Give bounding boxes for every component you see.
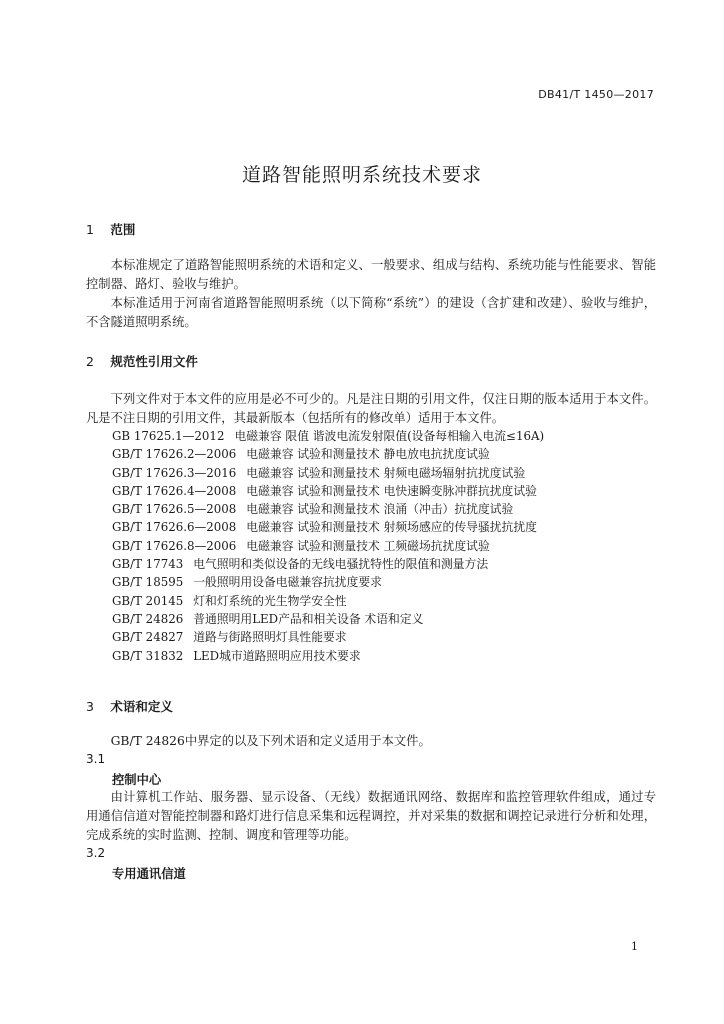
paragraph: 本标准适用于河南省道路智能照明系统（以下简称“系统”）的建设（含扩建和改建）、验收与维护，不含隧道照明系统。 — [86, 296, 656, 329]
reference-item — [112, 555, 544, 573]
reference-code: GB/T 18595 — [112, 575, 184, 590]
paragraph: 本标准规定了道路智能照明系统的术语和定义、一般要求、组成与结构、系统功能与性能要求、智能控制器、路灯、验收与维护。 — [86, 258, 656, 291]
reference-title: 道路与街路照明灯具性能要求 — [193, 630, 347, 645]
page-number: 1 — [631, 940, 638, 953]
reference-title: 普通照明用LED产品和相关设备 术语和定义 — [193, 611, 424, 626]
reference-item — [112, 518, 544, 536]
reference-code: GB/T 20145 — [112, 593, 184, 608]
reference-title: 电磁兼容 限值 谐波电流发射限值(设备每相输入电流≤16A) — [234, 429, 545, 443]
reference-item — [112, 445, 544, 463]
reference-item — [112, 592, 544, 610]
section-number: 2 — [86, 354, 94, 369]
reference-code: GB/T 31832 — [112, 648, 184, 663]
paragraph: 由计算机工作站、服务器、显示设备、（无线）数据通讯网络、数据库和监控管理软件组成，通过专用通信信道对智能控制器和路灯进行信息采集和远程调控，并对采集的数据和调控记录进行分析和处理，完成系统的实时监测、控制、调度和管理等功能。 — [86, 790, 656, 842]
section-1-heading — [86, 220, 135, 238]
reference-code: GB/T 17626.6—2008 — [112, 520, 237, 535]
term-number: 3.1 — [86, 752, 106, 766]
reference-code: GB/T 17626.5—2008 — [112, 502, 237, 517]
paragraph: GB/T 24826中界定的以及下列术语和定义适用于本文件。 — [110, 734, 431, 748]
reference-title: 电气照明和类似设备的无线电骚扰特性的限值和测量方法 — [193, 557, 489, 572]
term-name: 控制中心 — [112, 773, 162, 787]
reference-item — [112, 610, 544, 628]
term-definition — [86, 788, 656, 845]
paragraph: 下列文件对于本文件的应用是必不可少的。凡是注日期的引用文件，仅注日期的版本适用于本文件。凡是不注日期的引用文件，其最新版本（包括所有的修改单）适用于本文件。 — [86, 392, 656, 425]
reference-code: GB/T 17743 — [112, 557, 184, 572]
reference-title: 电磁兼容 试验和测量技术 电快速瞬变脉冲群抗扰度试验 — [246, 483, 537, 498]
reference-item — [112, 482, 544, 500]
section-3-heading — [86, 697, 173, 715]
reference-title: 电磁兼容 试验和测量技术 浪涌（冲击）抗扰度试验 — [246, 502, 514, 517]
section-3-intro — [86, 732, 656, 751]
reference-item — [112, 647, 544, 665]
section-title: 规范性引用文件 — [110, 354, 198, 369]
document-title: 道路智能照明系统技术要求 — [241, 164, 482, 186]
reference-item — [112, 628, 544, 646]
section-2-heading — [86, 352, 198, 370]
reference-title: 电磁兼容 试验和测量技术 静电放电抗扰度试验 — [246, 447, 490, 462]
reference-title: 电磁兼容 试验和测量技术 射频场感应的传导骚扰抗扰度 — [246, 520, 537, 535]
standard-code: DB41/T 1450—2017 — [538, 88, 654, 101]
reference-code: GB 17625.1—2012 — [112, 429, 225, 443]
term-number: 3.2 — [86, 846, 106, 860]
reference-item — [112, 500, 544, 518]
reference-code: GB/T 24827 — [112, 630, 184, 645]
reference-code: GB/T 24826 — [112, 611, 184, 626]
reference-title: 灯和灯系统的光生物学安全性 — [193, 593, 347, 608]
reference-item — [112, 427, 544, 445]
reference-title: 电磁兼容 试验和测量技术 射频电磁场辐射抗扰度试验 — [246, 465, 526, 480]
reference-item — [112, 537, 544, 555]
reference-title: LED城市道路照明应用技术要求 — [193, 648, 361, 663]
reference-code: GB/T 17626.2—2006 — [112, 447, 237, 462]
section-2-intro — [86, 390, 656, 428]
reference-item — [112, 573, 544, 591]
reference-code: GB/T 17626.3—2016 — [112, 465, 237, 480]
section-title: 范围 — [110, 222, 136, 237]
section-number: 1 — [86, 222, 94, 237]
section-title: 术语和定义 — [110, 699, 173, 714]
reference-code: GB/T 17626.8—2006 — [112, 538, 237, 553]
reference-title: 电磁兼容 试验和测量技术 工频磁场抗扰度试验 — [246, 538, 490, 553]
section-number: 3 — [86, 699, 94, 714]
reference-title: 一般照明用设备电磁兼容抗扰度要求 — [193, 575, 382, 590]
term-name: 专用通讯信道 — [112, 867, 186, 881]
reference-code: GB/T 17626.4—2008 — [112, 483, 237, 498]
reference-item — [112, 464, 544, 482]
reference-list — [112, 427, 544, 665]
section-1-body — [86, 256, 656, 332]
